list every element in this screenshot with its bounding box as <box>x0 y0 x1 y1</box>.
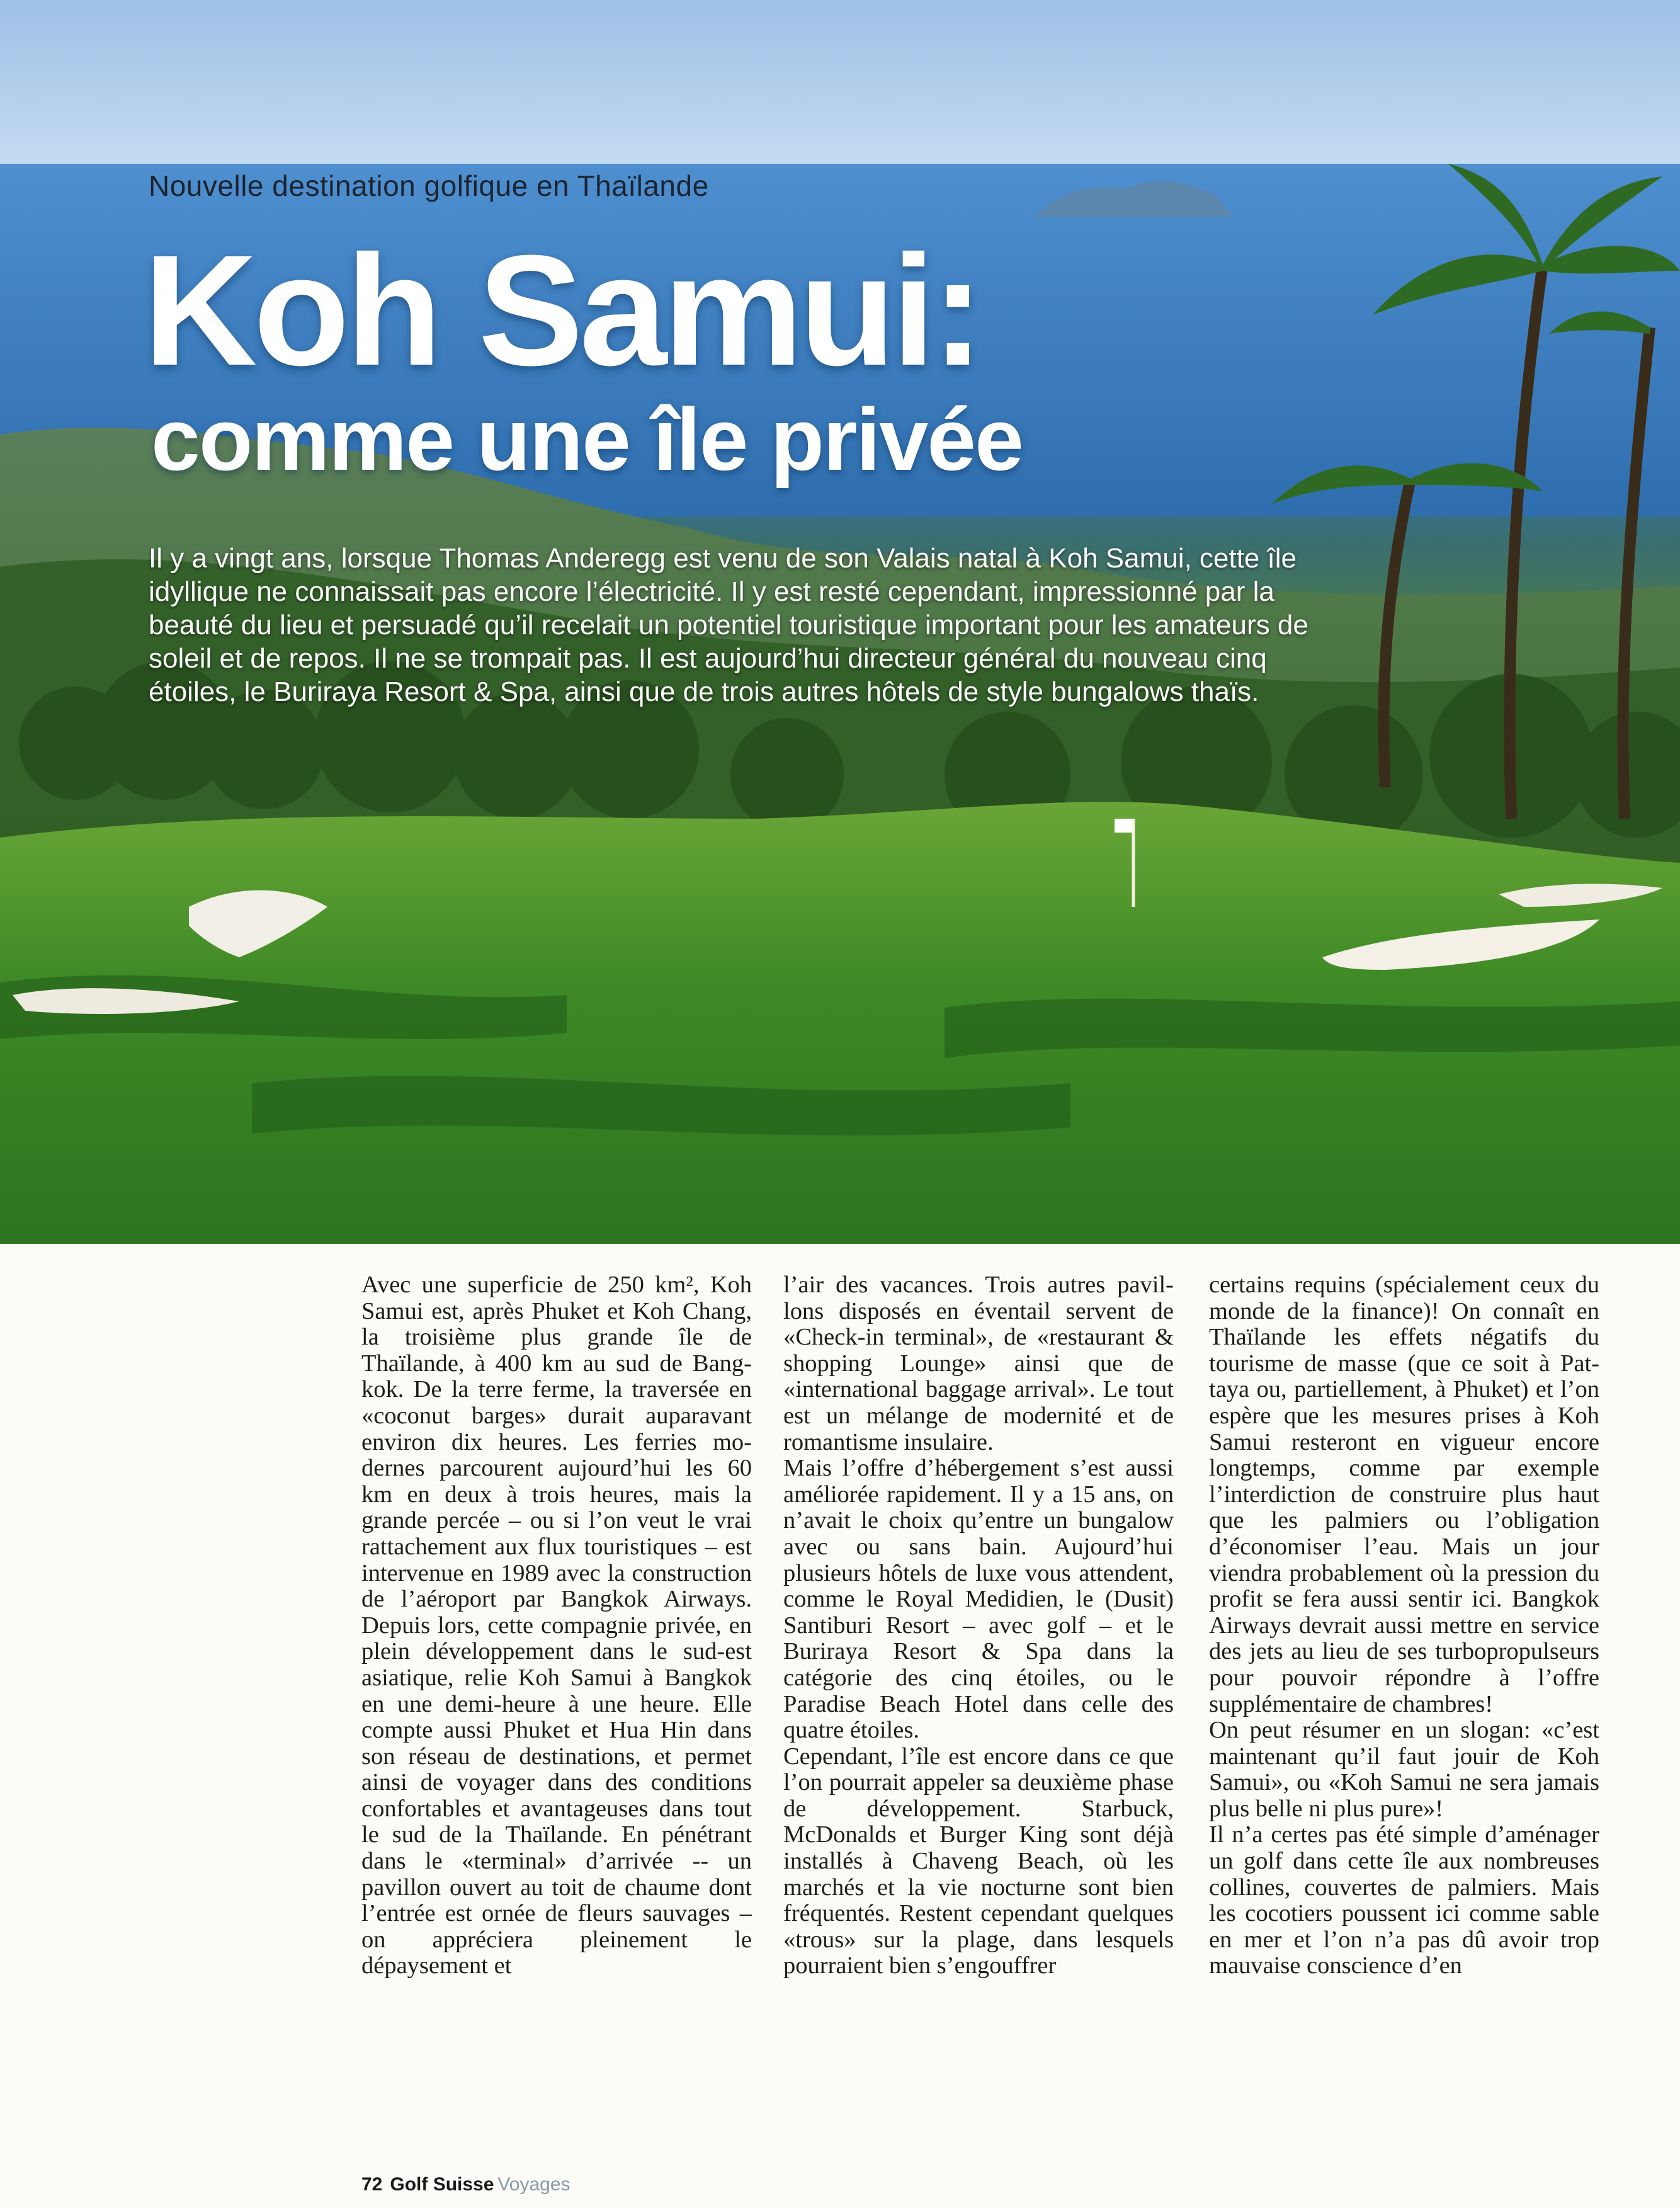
section-name: Voyages <box>497 2174 570 2195</box>
paragraph: Mais l’offre d’hébergement s’est aussi améliorée rapidement. Il y a 15 ans, on n’avait le choix qu’entre un bungalow avec ou sans bain. Aujourd’hui plusieurs hôtels de luxe vous attendent, comme le Royal Medidien, le (Dusit) Santiburi Resort – avec golf – et le Buriraya Resort & Spa dans la catégorie des cinq étoiles, ou le Paradise Beach Hotel dans celle des quatre étoiles. <box>783 1455 1174 1744</box>
paragraph: On peut résumer en un slogan: «c’est maintenant qu’il faut jouir de Koh Samui», ou «Koh Samui ne sera jamais plus belle ni plus pure»! <box>1209 1717 1599 1822</box>
paragraph: Il n’a certes pas été simple d’aménager un golf dans cette île aux nombreuses collines, couvertes de palmiers. Mais les cocotiers poussent ici comme sable en mer et l’on n’a pas dû avoir trop mauvaise conscience d’en <box>1209 1821 1599 1979</box>
article-title: Koh Samui: <box>144 222 980 398</box>
column-3 <box>1209 1272 1599 1979</box>
column-2 <box>783 1272 1174 1979</box>
paragraph: certains requins (spécialement ceux du monde de la finance)! On connaît en Thaïlande les effets négatifs du tourisme de masse (que ce soit à Pattaya ou, partiellement, à Phuket) et l’on espère que les mesures prises à Koh Samui resteront en vigueur encore longtemps, comme par exemple l’interdiction de construire plus haut que les palmiers ou l’obligation d’économiser l’eau. Mais un jour viendra probablement où la pression du profit se fera aussi sentir ici. Bangkok Airways devrait aussi mettre en service des jets au lieu de ses turbopropulseurs pour pouvoir répondre à l’offre supplémentaire de chambres! <box>1209 1272 1599 1717</box>
column-1 <box>361 1272 752 1979</box>
paragraph: l’air des vacances. Trois autres pavillons disposés en éventail servent de «Check-in terminal», de «restaurant & shopping Lounge» ainsi que de «international baggage arrival». Le tout est un mélange de modernité et de romantisme insulaire. <box>783 1272 1174 1455</box>
paragraph: Avec une superficie de 250 km², Koh Samui est, après Phuket et Koh Chang, la troisième plus grande île de Thaïlande, à 400 km au sud de Bangkok. De la terre ferme, la traversée en «coconut barges» durait auparavant environ dix heures. Les ferries modernes parcourent aujourd’hui les 60 km en deux à trois heures, mais la grande percée – ou si l’on veut le vrai rattachement aux flux touristiques – est intervenue en 1989 avec la construction de l’aéroport par Bangkok Airways. Depuis lors, cette compagnie privée, en plein développement dans le sud-est asiatique, relie Koh Samui à Bangkok en une demi-heure à une heure. Elle compte aussi Phuket et Hua Hin dans son réseau de destinations, et permet ainsi de voyager dans des conditions confortables et avantageuses dans tout le sud de la Thaïlande. En pénétrant dans le «terminal» d’arrivée -- un pavillon ouvert au toit de chaume dont l’entrée est ornée de fleurs sauvages – on appréciera pleinement le dépaysement et <box>361 1272 752 1979</box>
publication-name: Golf Suisse <box>390 2174 494 2195</box>
article-subtitle: comme une île privée <box>151 390 1023 489</box>
page-footer <box>361 2174 570 2195</box>
kicker: Nouvelle destination golfique en Thaïlande <box>149 169 709 202</box>
page-number: 72 <box>361 2174 383 2195</box>
paragraph: Cependant, l’île est encore dans ce que l’on pourrait appeler sa deuxième phase de développement. Starbuck, McDonalds et Burger King sont déjà installés à Chaveng Beach, où les marchés et la vie nocturne sont bien fréquentés. Restent cependant quelques «trous» sur la plage, dans lesquels pourraient bien s’engouffrer <box>783 1743 1174 1979</box>
article-intro: Il y a vingt ans, lorsque Thomas Anderegg est venu de son Valais natal à Koh Samui, cette île idyllique ne connaissait pas encore l’électricité. Il y est resté cependant, impressionné par la beauté du lieu et persuadé qu’il recelait un potentiel touristique important pour les amateurs de soleil et de repos. Il ne se trompait pas. Il est aujourd’hui directeur général du nouveau cinq étoiles, le Buriraya Resort & Spa, ainsi que de trois autres hôtels de style bungalows thaïs. <box>149 543 1308 707</box>
article-body <box>0 1272 1680 2091</box>
